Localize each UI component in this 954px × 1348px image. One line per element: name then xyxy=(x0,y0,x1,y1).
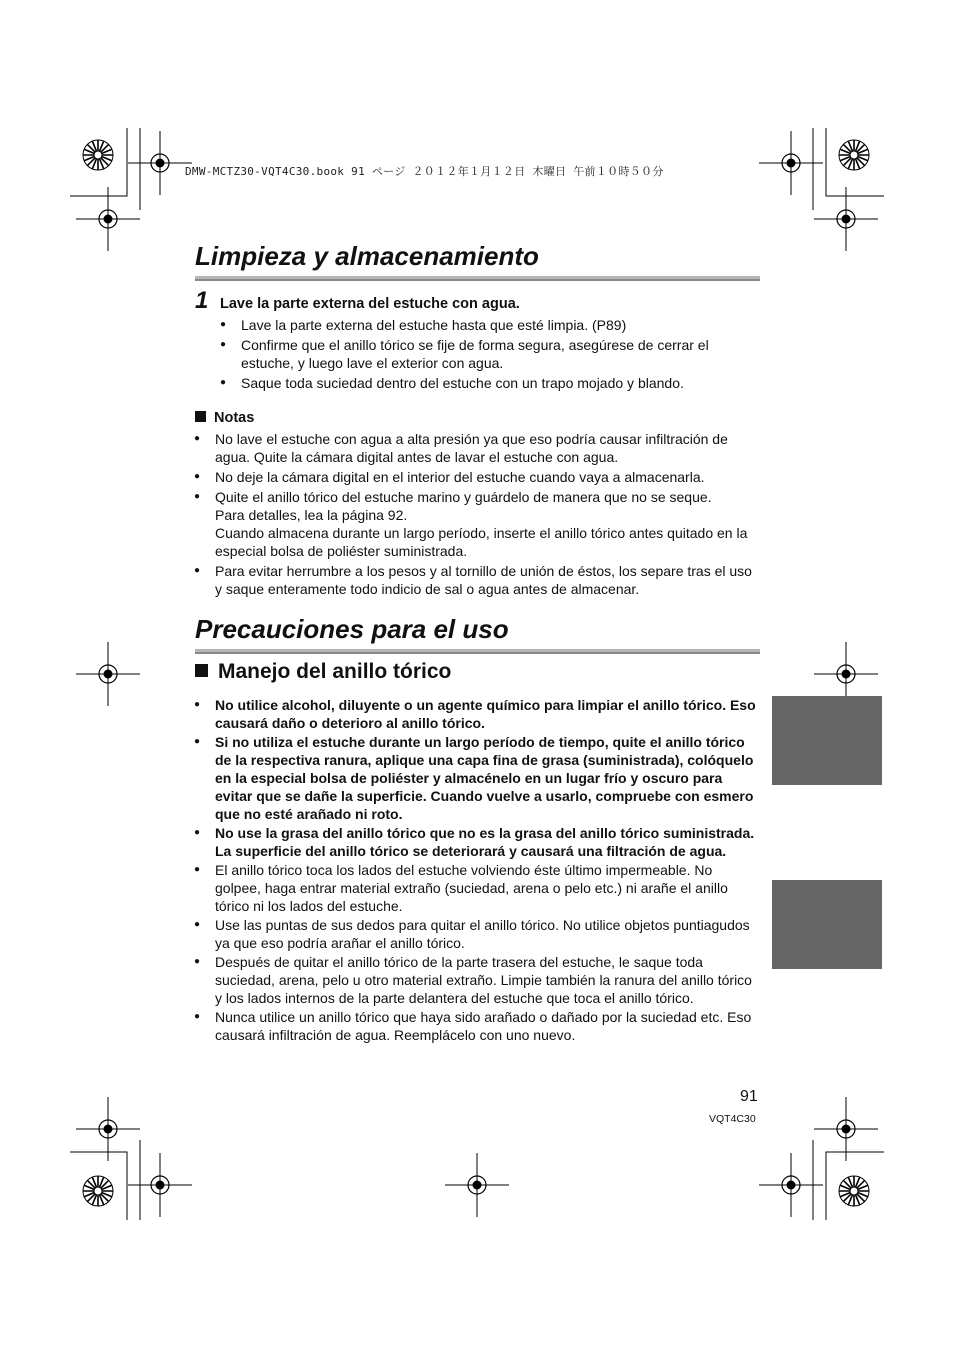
side-tab xyxy=(772,880,882,969)
notes-heading xyxy=(195,410,254,426)
note-extra: Para detalles, lea la página 92. xyxy=(215,507,408,523)
note-extra: Cuando almacena durante un largo período, inserte el anillo tórico antes quitado en la especial bolsa de poliéster suministrada. xyxy=(215,525,748,559)
step-bullet-list xyxy=(241,316,761,394)
section-title-limpieza: Limpieza y almacenamiento xyxy=(195,241,539,271)
square-bullet-icon xyxy=(195,664,208,677)
notes-list xyxy=(215,430,760,600)
list-item: ● Confirme que el anillo tórico se fije de forma segura, asegúrese de cerrar el estuche, y luego lave el exterior con agua. xyxy=(241,336,761,372)
list-item: ● Use las puntas de sus dedos para quitar el anillo tórico. No utilice objetos puntiagudos ya que eso podría arañar el anillo tórico. xyxy=(215,916,762,952)
square-bullet-icon xyxy=(195,411,206,422)
subheading xyxy=(195,660,451,684)
side-tab xyxy=(772,696,882,785)
page-number: 91 xyxy=(740,1088,758,1105)
list-item: ● Para evitar herrumbre a los pesos y al tornillo de unión de éstos, los separe tras el uso y saque enteramente todo indicio de sal o agua antes de almacenar. xyxy=(215,562,760,598)
step-number: 1 xyxy=(195,287,209,314)
list-item: ● No lave el estuche con agua a alta presión ya que eso podría causar infiltración de agua. Quite la cámara digital antes de lavar el estuche con agua. xyxy=(215,430,760,466)
list-item xyxy=(215,488,760,560)
list-item: ● Después de quitar el anillo tórico de la parte trasera del estuche, le saque toda suciedad, arena, pelo u otro material extraño. Limpie también la ranura del anillo tórico y los lados internos de la parte delantera del estuche que toca el anillo tórico. xyxy=(215,953,762,1007)
subheading-label: Manejo del anillo tórico xyxy=(218,660,452,683)
list-item: ● El anillo tórico toca los lados del estuche volviendo éste último impermeable. No golpee, haga entrar material extraño (suciedad, arena o pelo etc.) ni arañe el anillo tórico ni los lados del estuche. xyxy=(215,861,762,915)
section-title-precauciones: Precauciones para el uso xyxy=(195,614,509,644)
notes-heading-label: Notas xyxy=(214,410,255,426)
list-item: ● No use la grasa del anillo tórico que no es la grasa del anillo tórico suministrada. La superficie del anillo tórico se deteriorará y causará una filtración de agua. xyxy=(215,824,762,860)
list-item: ● Saque toda suciedad dentro del estuche con un trapo mojado y blando. xyxy=(241,374,761,392)
list-item: ● No deje la cámara digital en el interior del estuche cuando vaya a almacenarla. xyxy=(215,468,760,486)
model-code: VQT4C30 xyxy=(709,1113,756,1125)
file-header-line: DMW-MCTZ30-VQT4C30.book 91 ページ ２０１２年１月１２日 木曜日 午前１０時５０分 xyxy=(185,165,664,178)
title-rule xyxy=(195,649,760,654)
note-text: Quite el anillo tórico del estuche marino y guárdelo de manera que no se seque. xyxy=(215,489,712,505)
step-title: Lave la parte externa del estuche con agua. xyxy=(220,296,520,312)
list-item: ● Si no utiliza el estuche durante un largo período de tiempo, quite el anillo tórico de la respectiva ranura, aplique una capa fina de grasa (suministrada), colóquelo en la especial bolsa de poliéster y almacénelo en un lugar frío y oscuro para evitar que se dañe la superficie. Cuando vuelve a usarlo, compruebe con esmero que no esté arañado ni roto. xyxy=(215,733,762,823)
list-item: ● No utilice alcohol, diluyente o un agente químico para limpiar el anillo tórico. Eso causará daño o deterioro al anillo tórico. xyxy=(215,696,762,732)
list-item: ● Lave la parte externa del estuche hasta que esté limpia. (P89) xyxy=(241,316,761,334)
list-item: ● Nunca utilice un anillo tórico que haya sido arañado o dañado por la suciedad etc. Eso causará infiltración de agua. Reemplácelo con uno nuevo. xyxy=(215,1008,762,1044)
manejo-list xyxy=(215,696,762,1045)
title-rule xyxy=(195,276,760,281)
